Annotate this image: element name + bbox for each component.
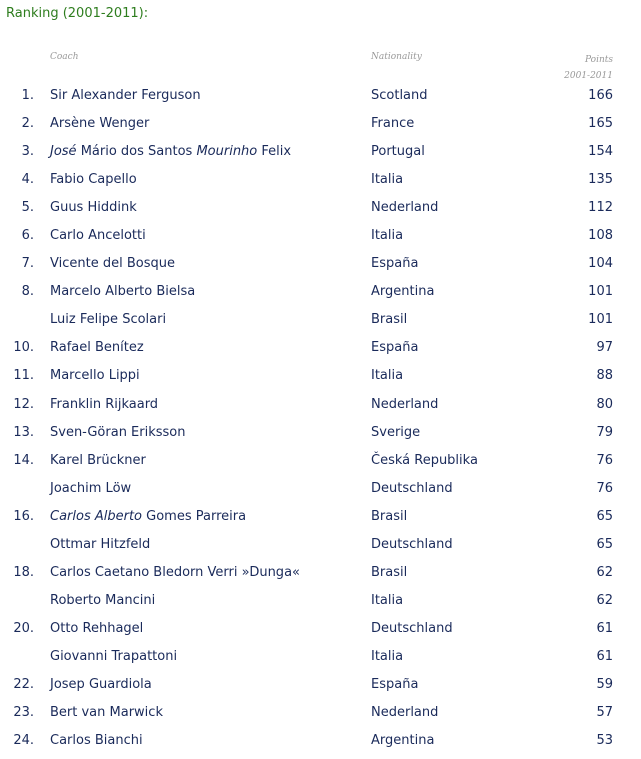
nationality-cell: Česká Republika [371,452,478,468]
coach-cell [50,340,144,355]
table-row [0,395,641,423]
table-row [0,647,641,675]
coach-cell [50,312,166,327]
points-cell: 65 [596,536,613,552]
points-cell: 104 [588,256,613,272]
points-cell: 112 [588,200,613,216]
coach-cell [50,256,175,271]
coach-cell [50,425,186,440]
coach-name-part: Franklin Rijkaard [50,396,159,412]
nationality-cell: Deutschland [371,480,453,496]
table-row [0,310,641,338]
coach-name-part: Otto Rehhagel [50,620,144,636]
nationality-cell: Nederland [371,705,439,721]
nationality-cell: España [371,256,419,272]
table-row [0,423,641,451]
table-row [0,535,641,563]
nationality-cell: Italia [371,592,404,608]
coach-name-part: Giovanni Trapattoni [50,648,178,664]
coach-cell [50,200,137,215]
table-row [0,86,641,114]
coach-name-part: Karel Brückner [50,452,146,468]
coach-name-part: Carlos Alberto [50,508,143,524]
nationality-cell: Italia [371,368,404,384]
table-row [0,479,641,507]
coach-cell [50,172,137,187]
points-cell: 61 [596,620,613,636]
rank-cell: 13. [13,424,34,440]
points-cell: 76 [596,452,613,468]
nationality-cell: Italia [371,228,404,244]
rank-cell: 5. [21,200,34,216]
nationality-cell: Argentina [371,284,435,300]
table-row [0,563,641,591]
nationality-cell: Scotland [371,88,428,103]
nationality-cell: Sverige [371,424,421,440]
coach-name-part: Bert van Marwick [50,705,163,721]
coach-cell [50,116,149,131]
points-cell: 97 [596,340,613,356]
points-cell: 65 [596,508,613,524]
coach-name-part: Luiz Felipe Scolari [50,312,167,328]
coach-cell [50,509,246,524]
rank-cell: 23. [13,705,34,721]
coach-name-part: Mário dos Santos [76,144,197,160]
points-cell: 108 [588,228,613,244]
coach-name-part: Vicente del Bosque [50,256,175,272]
table-row [0,170,641,198]
nationality-cell: Argentina [371,733,435,749]
table-row [0,619,641,647]
table-row [0,198,641,226]
table-row [0,451,641,479]
coach-name-part: Marcelo Alberto Bielsa [50,284,196,300]
coach-cell [50,397,158,412]
coach-name-part: Carlo Ancelotti [50,228,146,244]
nationality-cell: Deutschland [371,620,453,636]
rank-cell: 20. [13,620,34,636]
table-row [0,142,641,170]
nationality-cell: Portugal [371,144,425,160]
column-header-points-label: Points [584,55,613,65]
coach-cell [50,368,140,383]
ranking-table [0,86,641,759]
column-header-period: 2001-2011 [564,71,613,81]
nationality-cell: Nederland [371,396,439,412]
nationality-cell: España [371,676,419,692]
coach-cell [50,537,150,552]
nationality-cell: España [371,340,419,356]
coach-cell [50,621,143,636]
points-cell: 53 [596,733,613,749]
points-cell: 62 [596,592,613,608]
coach-name-part: Sven-Göran Eriksson [50,424,186,440]
table-row [0,675,641,703]
points-cell: 57 [596,705,613,721]
table-row [0,338,641,366]
coach-name-part: Rafael Benítez [50,340,144,356]
coach-name-part: Josep Guardiola [50,676,152,692]
points-cell: 79 [596,424,613,440]
nationality-cell: Italia [371,648,404,664]
coach-cell [50,677,152,692]
nationality-cell: Italia [371,172,404,188]
coach-name-part: Arsène Wenger [50,116,150,132]
column-header-nationality: Nationality [371,52,422,62]
table-row [0,591,641,619]
coach-name-part: Felix [257,144,292,160]
nationality-cell: Nederland [371,200,439,216]
column-header-coach: Coach [50,52,79,62]
coach-name-part: Gomes Parreira [142,508,247,524]
table-row [0,114,641,142]
table-row [0,731,641,759]
rank-cell: 2. [21,116,34,132]
coach-name-part: Sir Alexander Ferguson [50,88,201,103]
rank-cell: 16. [13,508,34,524]
points-cell: 76 [596,480,613,496]
coach-name-part: Roberto Mancini [50,592,156,608]
coach-cell [50,649,177,664]
coach-cell [50,88,201,103]
coach-cell [50,228,146,243]
points-cell: 135 [588,172,613,188]
rank-cell: 10. [13,340,34,356]
coach-cell [50,565,300,580]
column-header-points [564,52,613,84]
table-row [0,282,641,310]
coach-cell [50,705,163,720]
rank-cell: 24. [13,733,34,749]
rank-cell: 4. [21,172,34,188]
rank-cell: 14. [13,452,34,468]
coach-cell [50,481,131,496]
table-row [0,507,641,535]
points-cell: 59 [596,676,613,692]
points-cell: 88 [596,368,613,384]
coach-name-part: Mourinho [196,144,258,160]
coach-name-part: Carlos Caetano Bledorn Verri »Dunga« [50,564,300,580]
coach-cell [50,593,155,608]
nationality-cell: Brasil [371,564,408,580]
coach-name-part: Guus Hiddink [50,200,137,216]
rank-cell: 7. [21,256,34,272]
coach-name-part: Joachim Löw [50,480,132,496]
coach-name-part: Marcello Lippi [50,368,140,384]
coach-name-part: Ottmar Hitzfeld [50,536,151,552]
points-cell: 101 [588,284,613,300]
coach-cell [50,284,195,299]
nationality-cell: Brasil [371,312,408,328]
coach-cell [50,733,143,748]
coach-name-part: José [50,144,77,160]
rank-cell: 11. [13,368,34,384]
points-cell: 165 [588,116,613,132]
coach-name-part: Carlos Bianchi [50,733,143,749]
rank-cell: 12. [13,396,34,412]
rank-cell: 18. [13,564,34,580]
table-row [0,703,641,731]
points-cell: 166 [588,88,613,103]
nationality-cell: Deutschland [371,536,453,552]
table-row [0,254,641,282]
rank-cell: 1. [21,88,34,103]
nationality-cell: France [371,116,415,132]
page-title: Ranking (2001-2011): [6,6,149,21]
points-cell: 101 [588,312,613,328]
points-cell: 80 [596,396,613,412]
table-row [0,366,641,394]
rank-cell: 3. [21,144,34,160]
coach-cell [50,144,291,159]
rank-cell: 6. [21,228,34,244]
coach-cell [50,453,146,468]
points-cell: 154 [588,144,613,160]
points-cell: 62 [596,564,613,580]
nationality-cell: Brasil [371,508,408,524]
rank-cell: 8. [21,284,34,300]
coach-name-part: Fabio Capello [50,172,137,188]
points-cell: 61 [596,648,613,664]
table-row [0,226,641,254]
rank-cell: 22. [13,676,34,692]
